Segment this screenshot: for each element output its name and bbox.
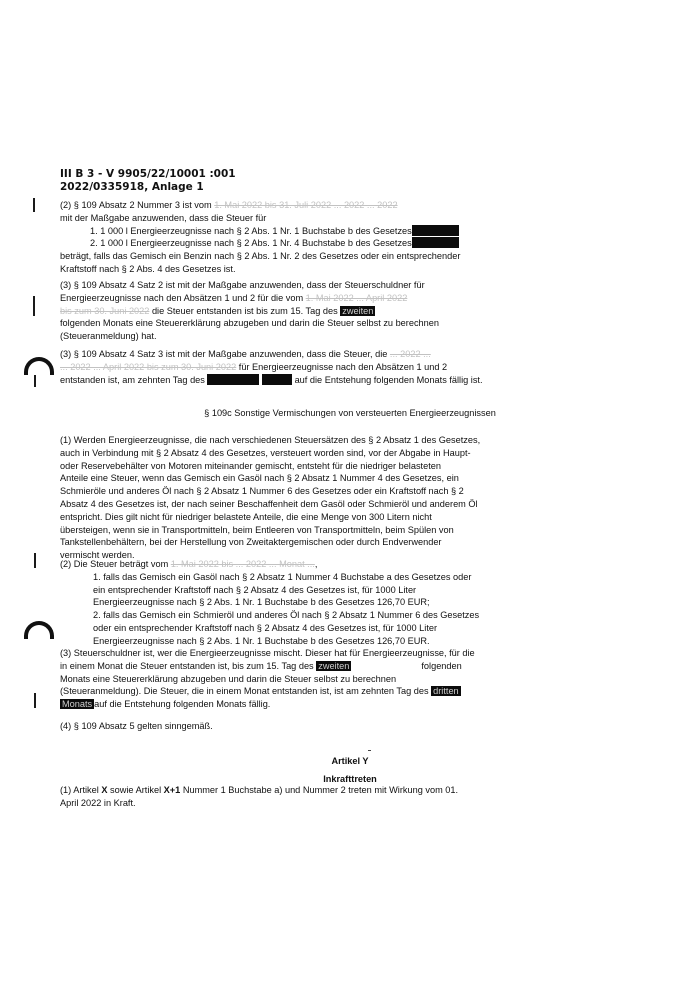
redaction-block (262, 374, 292, 385)
redacted-word: dritten (433, 686, 459, 697)
text-line: entstanden ist, am zehnten Tag des (60, 374, 208, 385)
redacted-word: zweiten (342, 305, 374, 316)
text-line: Absatz 4 des Gesetzes ist, der nach seiner Beschaffenheit dem Gasöl oder Schmieröl und anderem Öl (60, 498, 478, 509)
list-item: oder ein entsprechender Kraftstoff nach § 2 Absatz 4 des Gesetzes ist, für 1000 Liter (93, 622, 438, 633)
document-reference (60, 168, 236, 194)
list-item: 1. 1 000 l Energieerzeugnisse nach § 2 Abs. 1 Nr. 1 Buchstabe b des Gesetzes (90, 225, 412, 236)
text-line: (3) § 109 Absatz 4 Satz 3 ist mit der Maßgabe anzuwenden, dass die Steuer, die (60, 349, 390, 359)
text-line: Energieerzeugnisse nach den Absätzen 1 und 2 für die vom (60, 292, 306, 303)
scan-dot (368, 750, 371, 751)
paragraph-109c-absatz-4: (4) § 109 Absatz 5 gelten sinngemäß. (60, 721, 213, 731)
redaction-block (412, 225, 459, 236)
text-line: (Steueranmeldung) hat. (60, 331, 157, 342)
margin-mark (34, 375, 36, 387)
paragraph-109-absatz-4-satz-2 (60, 279, 439, 343)
paragraph-109c-absatz-1 (60, 434, 480, 562)
struck-text: bis zum 30. Juni 2022 (60, 305, 150, 316)
struck-text: 1. Mai 2022 bis ... 2022 ... Monat ... (170, 559, 315, 569)
text-line: beträgt, falls das Gemisch ein Benzin nach § 2 Abs. 1 Nr. 2 des Gesetzes oder ein entsprechender (60, 251, 461, 262)
text-line: Kraftstoff nach § 2 Abs. 4 des Gesetzes ist. (60, 263, 236, 274)
text-line: (1) Werden Energieerzeugnisse, die nach verschiedenen Steuersätzen des § 2 Absatz 1 des Gesetzes, (60, 435, 481, 445)
text-line: für Energieerzeugnisse nach den Absätzen 1 und 2 (236, 361, 448, 372)
text-line: Schmieröle und anderes Öl nach § 2 Absatz 1 Nummer 6 des Gesetzes oder ein Kraftstoff nach § 2 (60, 486, 464, 497)
redacted-word: Monats (62, 699, 93, 710)
margin-bracket-mark (24, 621, 54, 639)
text-line: Nummer 1 Buchstabe a) und Nummer 2 treten mit Wirkung vom 01. (180, 785, 459, 795)
list-item: Energieerzeugnisse nach § 2 Abs. 1 Nr. 1 Buchstabe b des Gesetzes 126,70 EUR; (93, 597, 430, 608)
list-item: 2. 1 000 l Energieerzeugnisse nach § 2 Abs. 1 Nr. 4 Buchstabe b des Gesetzes (90, 238, 412, 249)
text-line: auf die Entstehung folgenden Monats fällig ist. (292, 374, 483, 385)
article-text (60, 784, 458, 810)
margin-mark (33, 198, 35, 212)
text-line: oder Reservebehälter von Motoren miteinander gemischt, entsteht für die niedriger belasteten (60, 460, 441, 471)
text-line: mit der Maßgabe anzuwenden, dass die Steuer für (60, 212, 267, 223)
margin-bracket-mark (24, 357, 54, 375)
list-item: ein entsprechender Kraftstoff nach § 2 Absatz 4 des Gesetzes ist, für 1000 Liter (93, 584, 417, 595)
text-line: X (101, 785, 108, 795)
text-line: folgenden (421, 660, 462, 671)
text-line: folgenden Monats eine Steuererklärung abzugeben und darin die Steuer selbst zu berechnen (60, 318, 439, 329)
text-line: sowie Artikel (107, 785, 164, 795)
text-line: auf die Entstehung folgenden Monats fällig. (94, 699, 271, 710)
text-line: Tankstellenbehältern, bei der Herstellung von Zweitaktergemischen oder durch Endverwender (60, 537, 442, 548)
paragraph-109-absatz-4-satz-3 (60, 348, 483, 386)
text-line: auch in Verbindung mit § 2 Absatz 4 des Gesetzes, versteuert worden sind, vor der Abgabe in Haupt- (60, 447, 471, 458)
redacted-word: zweiten (318, 660, 350, 671)
text-line: (3) § 109 Absatz 4 Satz 2 ist mit der Maßgabe anzuwenden, dass der Steuerschuldner für (60, 280, 425, 290)
list-item: 2. falls das Gemisch ein Schmieröl und anderes Öl nach § 2 Absatz 1 Nummer 6 des Gesetzes (93, 610, 480, 621)
redaction-block (207, 374, 259, 385)
paragraph-109c-absatz-2 (60, 558, 479, 648)
text-line: April 2022 in Kraft. (60, 797, 136, 808)
text-line: (1) Artikel (60, 785, 102, 795)
margin-mark (33, 296, 35, 316)
article-title: Artikel Y (331, 756, 369, 766)
section-heading-109c: § 109c Sonstige Vermischungen von versteuerten Energieerzeugnissen (204, 408, 496, 418)
margin-mark (34, 553, 36, 568)
list-item: Energieerzeugnisse nach § 2 Abs. 1 Nr. 1 Buchstabe b des Gesetzes 126,70 EUR. (93, 635, 430, 646)
text-line: die Steuer entstanden ist bis zum 15. Tag des (149, 305, 341, 316)
paragraph-109-absatz-2 (60, 199, 460, 276)
text-line: Monats eine Steuererklärung abzugeben und darin die Steuer selbst zu berechnen (60, 673, 397, 684)
margin-mark (34, 693, 36, 708)
text-line: Anteile eine Steuer, wenn das Gemisch ein Gasöl nach § 2 Absatz 1 Nummer 4 des Gesetzes, ein (60, 473, 459, 484)
paragraph-109c-absatz-3 (60, 647, 475, 711)
text-line: in einem Monat die Steuer entstanden ist, bis zum 15. Tag des (60, 660, 317, 671)
text-line: übersteigen, wenn sie in Transportmitteln, beim Entleeren von Transportmitteln, beim Spülen von (60, 524, 454, 535)
reference-line-2: 2022/0335918, Anlage 1 (60, 181, 204, 193)
redaction-block (412, 237, 459, 248)
text-line: (3) Steuerschuldner ist, wer die Energieerzeugnisse mischt. Dieser hat für Energieerzeugnisse, für die (60, 648, 475, 658)
article-subtitle: Inkrafttreten (323, 774, 377, 784)
struck-text: 1. Mai 2022 bis 31. Juli 2022 ... 2022 ... 2022 (214, 200, 398, 210)
text-line: vermischt werden. (60, 550, 135, 561)
struck-text: ... 2022 ... (389, 349, 431, 359)
text-line: , (314, 559, 318, 569)
text-line: (2) Die Steuer beträgt vom (60, 559, 171, 569)
text-line: entspricht. Dies gilt nicht für niedriger belastete Anteile, die eine Menge von 300 Litern nicht (60, 511, 432, 522)
text-line: (Steueranmeldung). Die Steuer, die in einem Monat entstanden ist, ist am zehnten Tag des (60, 686, 432, 697)
reference-line-1: III B 3 - V 9905/22/10001 :001 (60, 168, 236, 180)
struck-text: 1. Mai 2022 ... April 2022 (305, 292, 408, 303)
list-item: 1. falls das Gemisch ein Gasöl nach § 2 Absatz 1 Nummer 4 Buchstabe a des Gesetzes oder (93, 571, 472, 582)
struck-text: ... 2022 ... April 2022 bis zum 30. Juni 2022 (60, 361, 237, 372)
text-line: (2) § 109 Absatz 2 Nummer 3 ist vom (60, 200, 215, 210)
text-line: X+1 (163, 785, 181, 795)
